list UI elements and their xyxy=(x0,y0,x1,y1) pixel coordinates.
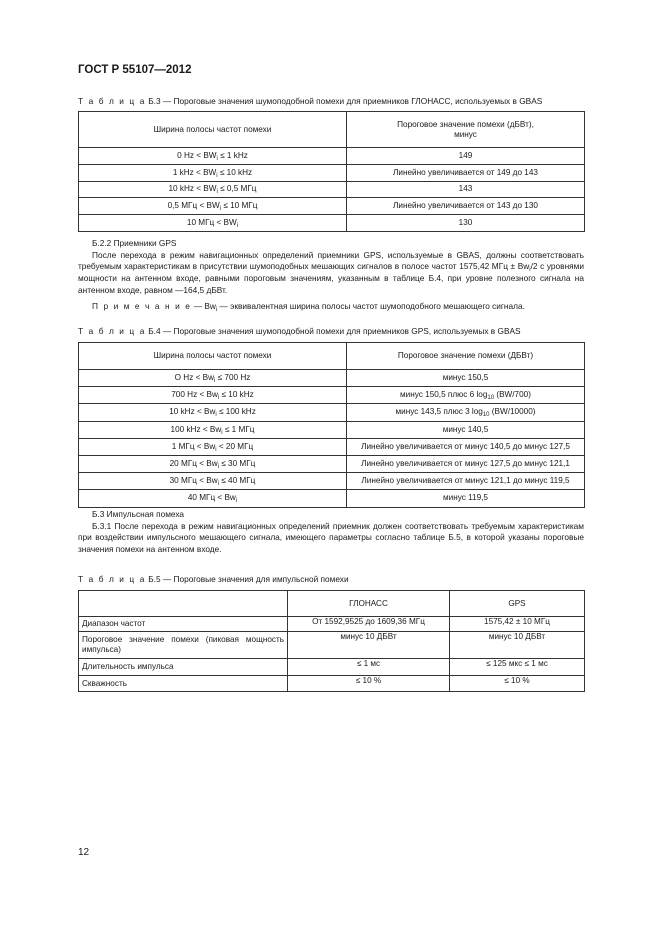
table-row xyxy=(79,455,585,472)
bandwidth-cell: O $Hz < Bw_i \le 700$ Hz xyxy=(79,370,347,387)
bandwidth-cell: 10 kHz < $Bw_i \le 100$ kHz xyxy=(79,404,347,421)
column-header: Ширина полосы частот помехи xyxy=(79,343,347,370)
table-row xyxy=(79,148,585,165)
column-header: Ширина полосы частот помехи xyxy=(79,112,347,148)
threshold-cell: Линейно увеличивается от минус 121,1 до минус 119,5 xyxy=(347,473,585,490)
table-row xyxy=(79,632,585,659)
parameter-cell: Длительность импульса xyxy=(79,659,288,676)
column-header: GPS xyxy=(450,591,585,617)
bandwidth-cell: 1 МГц < $Bw_i < 20$ МГц xyxy=(79,438,347,455)
table-header-row xyxy=(79,112,585,148)
threshold-cell: 130 xyxy=(347,215,585,232)
gps-cell: минус 10 ДБВт xyxy=(450,632,585,659)
note: П р и м е ч а н и е — $Bw_i$ — эквивалентная ширина полосы частот шумоподобного мешающего сигнала. xyxy=(92,300,525,313)
bandwidth-cell: 40 МГц < $Bw_i$ xyxy=(79,490,347,507)
table-b5 xyxy=(78,590,585,692)
bandwidth-cell: 0 $Hz < BW_i \le 1$ kHz xyxy=(79,148,347,165)
table-header-row xyxy=(79,343,585,370)
glonass-cell: минус 10 ДБВт xyxy=(288,632,450,659)
threshold-cell: минус 119,5 xyxy=(347,490,585,507)
column-header: Пороговое значение помехи (ДБВт) xyxy=(347,343,585,370)
bandwidth-cell: 10 МГц < $BW_i$ xyxy=(79,215,347,232)
threshold-cell: 149 xyxy=(347,148,585,165)
bandwidth-cell: 700 $Hz < Bw_i \le 10$ kHz xyxy=(79,387,347,404)
section-b3 xyxy=(78,509,584,556)
parameter-cell: Диапазон частот xyxy=(79,617,288,632)
threshold-cell: Линейно увеличивается от 149 до 143 xyxy=(347,164,585,181)
table-row xyxy=(79,421,585,438)
table-header-row xyxy=(79,591,585,617)
bandwidth-cell: 30 МГц < $Bw_i \le 40$ МГц xyxy=(79,473,347,490)
bandwidth-cell: 10 kHz < $BW_i \le 0,5$ МГц xyxy=(79,181,347,198)
bandwidth-cell: 20 МГц < $Bw_i \le 30$ МГц xyxy=(79,455,347,472)
table-b5-caption: Т а б л и ц а Б.5 — Пороговые значения для импульсной помехи xyxy=(78,574,349,584)
gps-cell: ≤ 125 мкс ≤ 1 мс xyxy=(450,659,585,676)
column-header: Пороговое значение помехи (дБВт), минус xyxy=(347,112,585,148)
parameter-cell: Пороговое значение помехи (пиковая мощность импульса) xyxy=(79,632,288,659)
page-number: 12 xyxy=(78,847,90,858)
section-b22 xyxy=(78,238,584,312)
threshold-cell: минус 150,5 плюс 6 $\log_{10} (BW/700)$ xyxy=(347,387,585,404)
section-heading: Б.2.2 Приемники GPS xyxy=(92,238,177,248)
table-row xyxy=(79,473,585,490)
threshold-cell: минус 150,5 xyxy=(347,370,585,387)
bandwidth-cell: 1 kHz < $BW_i \le 10$ kHz xyxy=(79,164,347,181)
table-row xyxy=(79,659,585,676)
threshold-cell: Линейно увеличивается от 143 до 130 xyxy=(347,198,585,215)
section-heading: Б.3 Импульсная помеха xyxy=(92,509,185,519)
table-b4 xyxy=(78,342,585,508)
document-header: ГОСТ Р 55107—2012 xyxy=(78,64,192,76)
glonass-cell: ≤ 1 мс xyxy=(288,659,450,676)
column-header: ГЛОНАСС xyxy=(288,591,450,617)
threshold-cell: минус 140,5 xyxy=(347,421,585,438)
parameter-cell: Скважность xyxy=(79,676,288,692)
table-row xyxy=(79,617,585,632)
threshold-cell: Линейно увеличивается от минус 127,5 до минус 121,1 xyxy=(347,455,585,472)
table-b3-caption: Т а б л и ц а Б.3 — Пороговые значения шумоподобной помехи для приемников ГЛОНАСС, используемых в GBAS xyxy=(78,96,543,106)
glonass-cell: От 1592,9525 до 1609,36 МГц xyxy=(288,617,450,632)
column-header xyxy=(79,591,288,617)
threshold-cell: Линейно увеличивается от минус 140,5 до минус 127,5 xyxy=(347,438,585,455)
table-row xyxy=(79,387,585,404)
table-row xyxy=(79,438,585,455)
paragraph: После перехода в режим навигационных определений приемники GPS, используемые в GBAS, должны соответствовать требуемым характеристикам в присутствии шумоподобных мешающих сигналов в полосе частот 1575,42 МГц ± $Bw_i/2$ с уровнями мощности на антенном входе, равными пороговым значениям, указанным в таблице Б.4, при уровне полезного сигнала на антенном входе, равном —164,5 дБВт. xyxy=(78,249,584,295)
glonass-cell: ≤ 10 % xyxy=(288,676,450,692)
table-row xyxy=(79,164,585,181)
table-row xyxy=(79,676,585,692)
threshold-cell: 143 xyxy=(347,181,585,198)
table-b3 xyxy=(78,111,585,232)
table-row xyxy=(79,181,585,198)
table-row xyxy=(79,215,585,232)
paragraph: Б.3.1 После перехода в режим навигационных определений приемник должен соответствовать требуемым характеристикам при воздействии импульсного мешающего сигнала, имеющего параметры согласно таблице Б.5, в которой указаны пороговые значения помехи на антенном входе. xyxy=(78,520,584,555)
table-row xyxy=(79,490,585,507)
threshold-cell: минус 143,5 плюс 3 $\log_{10} (BW/10000)$ xyxy=(347,404,585,421)
table-row xyxy=(79,198,585,215)
table-b4-caption: Т а б л и ц а Б.4 — Пороговые значения шумоподобной помехи для приемников GPS, используемых в GBAS xyxy=(78,326,521,336)
bandwidth-cell: 100 kHz < $Bw_i \le 1$ МГц xyxy=(79,421,347,438)
bandwidth-cell: 0,5 МГц < $BW_i \le 10$ МГц xyxy=(79,198,347,215)
table-row xyxy=(79,404,585,421)
table-row xyxy=(79,370,585,387)
gps-cell: ≤ 10 % xyxy=(450,676,585,692)
gps-cell: 1575,42 ± 10 МГц xyxy=(450,617,585,632)
